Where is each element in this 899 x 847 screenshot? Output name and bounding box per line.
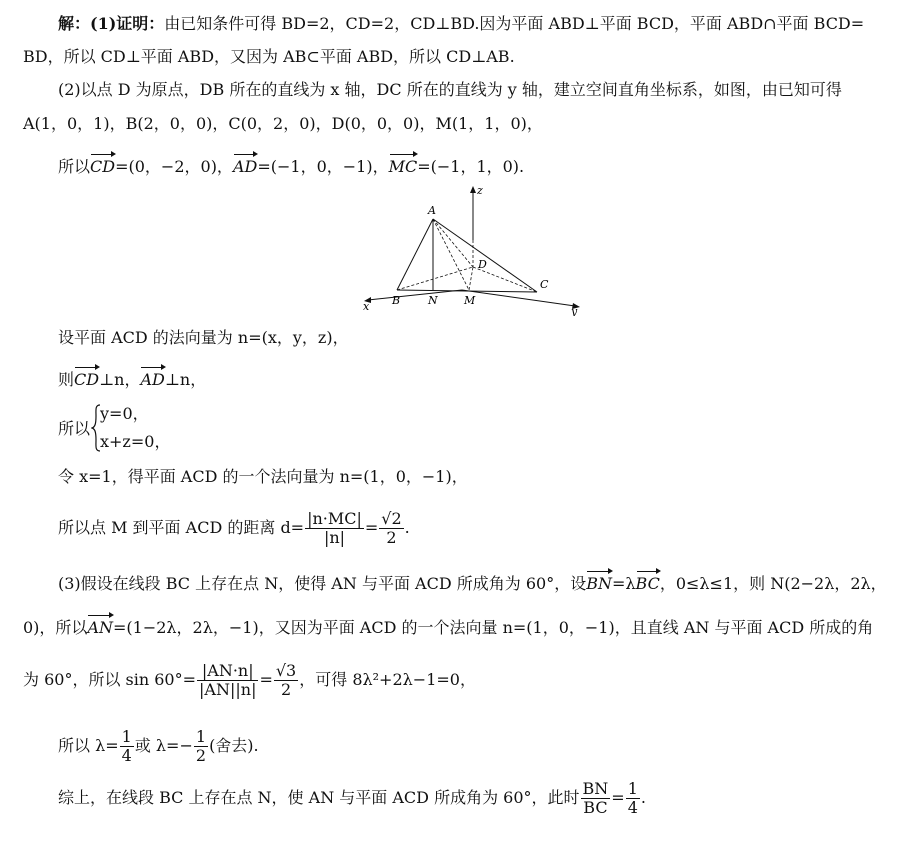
part1-text1: 由已知条件可得 BD=2，CD=2，CD⊥BD.因为平面 ABD⊥平面 BCD，平面 ABD∩平面 BCD=	[164, 14, 865, 33]
part1-line2: BD，所以 CD⊥平面 ABD，又因为 AB⊂平面 ABD，所以 CD⊥AB.	[23, 47, 515, 66]
conclusion-line: 综上，在线段 BC 上存在点 N，使 AN 与平面 ACD 所成角为 60°，此时 $\frac{BN}{BC}$ = $\frac{1}{4}$ .	[58, 779, 646, 817]
ratio-fraction: $\frac{BN}{BC}$	[582, 779, 609, 817]
y-axis	[462, 290, 575, 306]
part1-line1	[58, 14, 864, 34]
system-prefix: 所以	[58, 419, 91, 438]
vector-cd: CD	[90, 157, 116, 176]
part3-line3: 为 60°，所以 sin 60°= $\frac{|AN\cdot n|}{|AN||n|}$ = $\frac{√3}{2}$ ，可得 8λ²+2λ−1=0，	[23, 661, 476, 699]
vector-mc: MC	[388, 157, 418, 176]
lambda-frac2: $\frac{1}{2}$	[195, 727, 207, 765]
vector-ad-2: AD	[140, 370, 165, 389]
vector-cd-2: CD	[74, 370, 100, 389]
edge-bd	[397, 267, 473, 290]
label-c: C	[540, 278, 549, 291]
edge-ac	[433, 219, 537, 292]
lambda-line: 所以 λ= $\frac{1}{4}$ 或 λ=− $\frac{1}{2}$ (舍去).	[58, 727, 259, 765]
label-z: z	[477, 184, 483, 197]
label-x: x	[363, 300, 370, 313]
x-axis	[368, 290, 462, 300]
sin-fraction: $\frac{|AN\cdot n|}{|AN||n|}$	[199, 661, 257, 699]
distance-fraction: $\frac{|n\cdot MC|}{|n|}$	[307, 509, 362, 547]
part3-line2: 0)，所以AN=(1−2λ，2λ，−1)，又因为平面 ACD 的一个法向量 n=(1，0，−1)，且直线 AN 与平面 ACD 所成的角	[23, 618, 874, 637]
sin-result: $\frac{√3}{2}$	[275, 661, 297, 699]
ratio-result: $\frac{1}{4}$	[627, 779, 638, 817]
geometry-figure	[360, 182, 592, 316]
edge-ab	[397, 219, 433, 290]
part1-tag: (1)证明：	[90, 14, 165, 33]
label-d: D	[478, 258, 487, 271]
vector-ad: AD	[232, 157, 258, 176]
segment-md	[469, 267, 473, 290]
label-a: A	[428, 204, 436, 217]
vector-an: AN	[87, 618, 113, 637]
label-b: B	[392, 294, 401, 307]
part2-vectors: 所以CD=(0，−2，0)，AD=(−1，0，−1)，MC=(−1，1，0).	[58, 157, 525, 176]
perp-line: 则CD⊥n，AD⊥n，	[58, 370, 207, 389]
distance-result: $\frac{√2}{2}$	[381, 509, 402, 547]
part2-coords: A(1，0，1)，B(2，0，0)，C(0，2，0)，D(0，0，0)，M(1，1，0)，	[23, 114, 543, 133]
segment-am	[433, 219, 469, 290]
normal-intro: 设平面 ACD 的法向量为 n=(x，y，z)，	[58, 328, 349, 347]
let-x-line: 令 x=1，得平面 ACD 的一个法向量为 n=(1，0，−1)，	[58, 467, 468, 486]
part2-line1: (2)以点 D 为原点，DB 所在的直线为 x 轴，DC 所在的直线为 y 轴，建立空间直角坐标系，如图，由已知可得	[58, 80, 842, 99]
distance-line: 所以点 M 到平面 ACD 的距离 d= $\frac{|n\cdot MC|}{|n|}$ = $\frac{√2}{2}$ .	[58, 509, 410, 547]
vector-bc: BC	[635, 574, 660, 593]
part3-line1: (3)假设在线段 BC 上存在点 N，使得 AN 与平面 ACD 所成角为 60°，设BN=λBC，0≤λ≤1，则 N(2−2λ，2λ，	[58, 574, 887, 593]
solution-label: 解：	[58, 14, 91, 33]
label-m: M	[464, 294, 476, 307]
lambda-frac1: $\frac{1}{4}$	[121, 727, 132, 765]
system-eq2: x+z=0，	[100, 432, 171, 451]
system-eq1: y=0，	[100, 404, 149, 423]
label-n: N	[428, 294, 438, 307]
label-y: y	[571, 305, 578, 316]
vector-bn: BN	[586, 574, 612, 593]
